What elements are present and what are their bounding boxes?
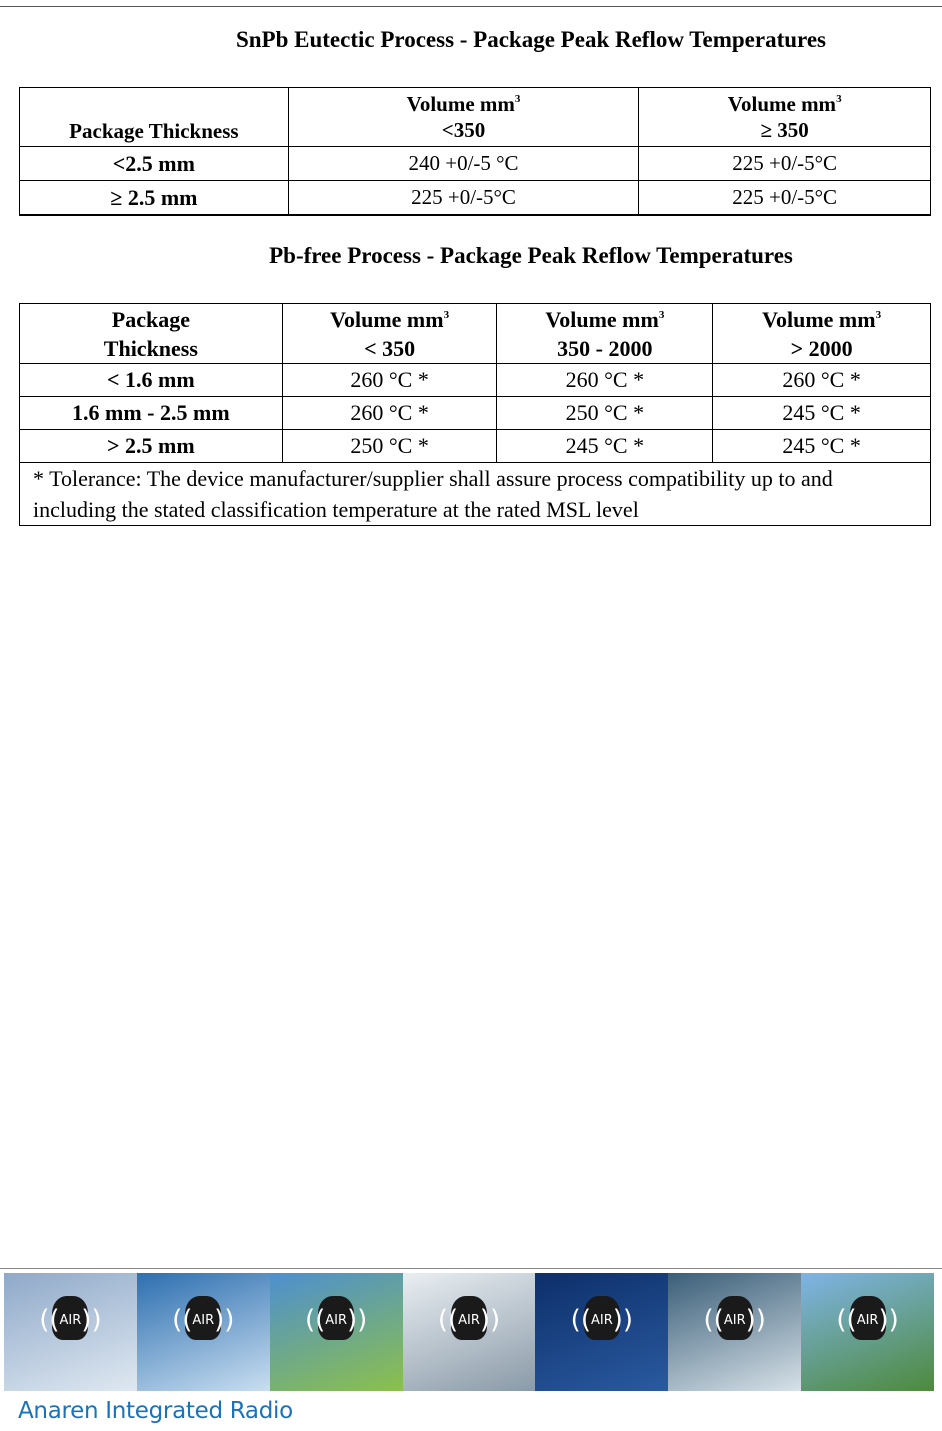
header-volume-sup: 3: [514, 93, 521, 105]
cell-temperature: 225 +0/-5°C: [639, 181, 931, 216]
table-row: [20, 364, 931, 397]
footer-rule: [0, 1268, 942, 1269]
header-package-thickness: Package Thickness: [20, 88, 289, 147]
air-badge-icon: ((AIR)): [437, 1305, 501, 1336]
table-note-row: [20, 463, 931, 526]
header-volume-350-2000: [497, 304, 713, 364]
table-row: [20, 147, 931, 181]
air-badge-label: AIR: [723, 1313, 746, 1329]
header-package-label: Package: [111, 306, 190, 332]
air-badge-icon: ((AIR)): [836, 1305, 899, 1336]
row-thickness: < 1.6 mm: [20, 364, 283, 397]
brand-logo-text: Anaren Integrated Radio: [18, 1398, 293, 1424]
banner-tile-kayaker: [668, 1273, 801, 1391]
row-thickness: > 2.5 mm: [20, 430, 283, 463]
air-badge-icon: ((AIR)): [39, 1305, 102, 1336]
header-volume-range: < 350: [364, 335, 416, 361]
table-row: [20, 397, 931, 430]
cell-temperature: 245 °C *: [713, 430, 931, 463]
banner-tile-skateboarder: [4, 1273, 137, 1391]
cell-temperature: 225 +0/-5°C: [288, 181, 639, 216]
air-badge-label: AIR: [458, 1313, 480, 1329]
cell-temperature: 250 °C *: [282, 430, 497, 463]
cell-temperature: 260 °C *: [282, 364, 497, 397]
row-thickness: ≥ 2.5 mm: [20, 181, 289, 216]
cell-temperature: 260 °C *: [497, 364, 713, 397]
cell-temperature: 225 +0/-5°C: [639, 147, 931, 181]
cell-temperature: 250 °C *: [497, 397, 713, 430]
pbfree-table-title: Pb-free Process - Package Peak Reflow Temperatures: [269, 243, 793, 268]
banner-tile-skier: [137, 1273, 270, 1391]
top-rule: [0, 6, 942, 7]
row-thickness: <2.5 mm: [20, 147, 289, 181]
header-volume-label: Volume mm: [545, 306, 659, 332]
table-row: [20, 430, 931, 463]
air-badge-label: AIR: [59, 1313, 82, 1329]
cell-temperature: 260 °C *: [282, 397, 497, 430]
header-volume-label: Volume mm: [330, 306, 444, 332]
banner-tile-windsurfer: [535, 1273, 668, 1391]
header-thickness-label: Thickness: [103, 335, 198, 361]
header-volume-lt-350: [282, 304, 497, 364]
air-badge-label: AIR: [856, 1313, 879, 1329]
cell-temperature: 260 °C *: [713, 364, 931, 397]
banner-tile-snowboarder: [403, 1273, 536, 1391]
table-header-row: [20, 88, 931, 147]
header-package-thickness: [20, 304, 283, 364]
cell-temperature: 245 °C *: [713, 397, 931, 430]
header-volume-range: ≥ 350: [760, 118, 809, 142]
header-volume-gt-2000: [713, 304, 931, 364]
cell-temperature: 240 +0/-5 °C: [288, 147, 639, 181]
pbfree-reflow-table: [19, 303, 931, 526]
header-volume-label: Volume mm: [406, 92, 515, 116]
row-thickness: 1.6 mm - 2.5 mm: [20, 397, 283, 430]
header-volume-range: <350: [441, 118, 486, 142]
snpb-table-title: SnPb Eutectic Process - Package Peak Reflow Temperatures: [235, 27, 827, 52]
air-badge-icon: ((AIR)): [703, 1305, 766, 1336]
header-volume-ge-350: [639, 88, 931, 147]
air-badge-icon: ((AIR)): [172, 1305, 235, 1336]
header-volume-range: 350 - 2000: [557, 335, 653, 361]
snpb-reflow-table: [19, 87, 931, 216]
air-badge-label: AIR: [325, 1313, 348, 1329]
header-volume-label: Volume mm: [762, 306, 876, 332]
header-volume-sup: 3: [875, 308, 882, 321]
air-badge-icon: ((AIR)): [570, 1305, 634, 1336]
air-badge-label: AIR: [590, 1313, 613, 1329]
banner-tile-mountain-biker: [270, 1273, 403, 1391]
air-badge-label: AIR: [192, 1313, 215, 1329]
footer-photo-banner: [4, 1273, 934, 1391]
banner-tile-jumper: [801, 1273, 934, 1391]
tolerance-note: * Tolerance: The device manufacturer/supplier shall assure process compatibility up to and including the stated classification temperature at the rated MSL level: [20, 463, 931, 526]
header-volume-sup: 3: [836, 93, 842, 105]
cell-temperature: 245 °C *: [497, 430, 713, 463]
header-volume-sup: 3: [658, 308, 665, 321]
header-volume-label: Volume mm: [727, 92, 837, 116]
table-row: [20, 181, 931, 216]
header-volume-sup: 3: [443, 308, 450, 321]
air-badge-icon: ((AIR)): [304, 1305, 368, 1336]
header-volume-lt-350: [288, 88, 639, 147]
header-volume-range: > 2000: [790, 335, 853, 361]
table-header-row: [20, 304, 931, 364]
